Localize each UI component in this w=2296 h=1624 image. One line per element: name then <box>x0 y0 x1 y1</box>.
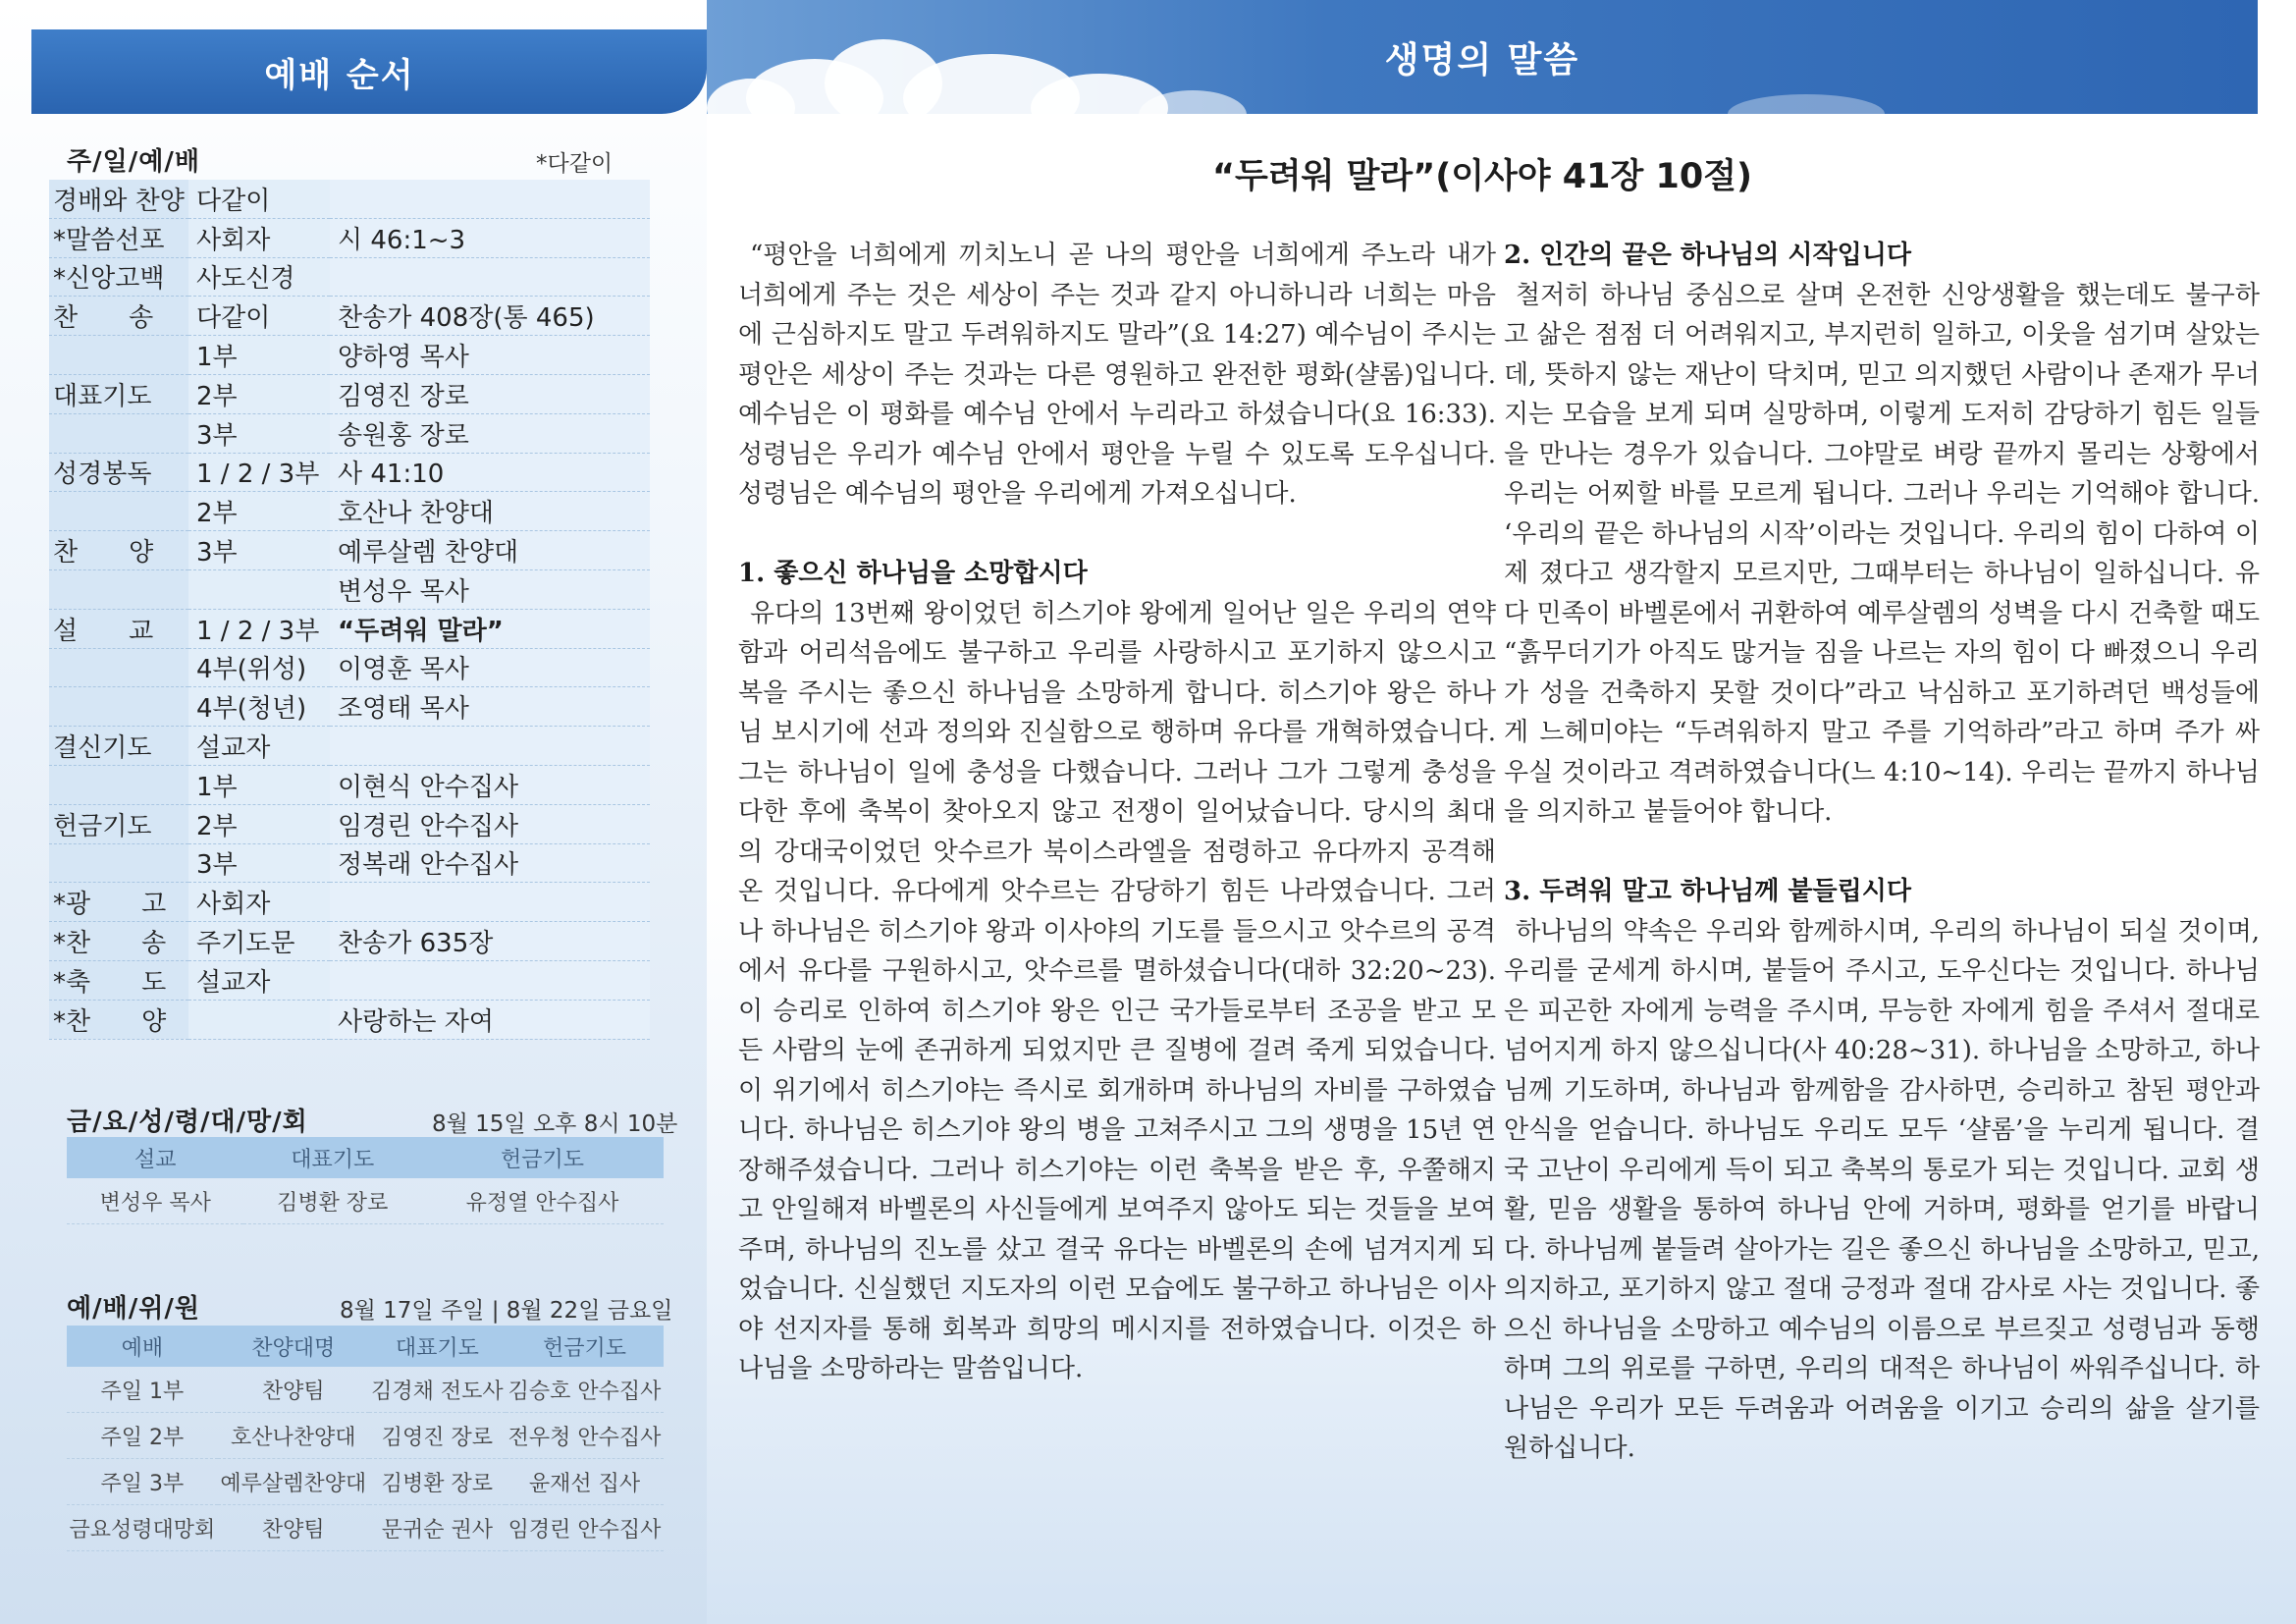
order-cell-c1: 결신기도 <box>49 727 188 766</box>
order-cell-c2: 3부 <box>188 531 330 570</box>
order-cell-c2: 1 / 2 / 3부 <box>188 609 330 648</box>
order-cell-c1: 경배와 찬양 <box>49 180 188 218</box>
committee-cell: 임경린 안수집사 <box>506 1505 664 1551</box>
order-cell-c3: 변성우 목사 <box>330 569 650 609</box>
committee-cell: 찬양팀 <box>218 1367 369 1413</box>
committee-header-cell: 대표기도 <box>369 1326 506 1367</box>
friday-header-cell: 대표기도 <box>243 1137 420 1178</box>
friday-header-cell: 설교 <box>67 1137 243 1178</box>
order-row <box>49 413 650 453</box>
committee-row <box>67 1505 664 1551</box>
order-cell-c1: *찬 양 <box>49 1000 188 1039</box>
order-cell-c1: *신앙고백 <box>49 257 188 297</box>
order-cell-c1 <box>49 413 188 453</box>
order-cell-c2: 1 / 2 / 3부 <box>188 453 330 492</box>
sermon-column-left <box>738 236 1496 1389</box>
order-row <box>49 453 650 492</box>
friday-service-datetime: 8월 15일 오후 8시 10분 <box>432 1111 678 1137</box>
order-cell-c3: 이현식 안수집사 <box>330 765 650 804</box>
order-cell-c3 <box>330 883 650 922</box>
order-row <box>49 804 650 843</box>
order-row <box>49 727 650 766</box>
committee-row <box>67 1367 664 1413</box>
order-cell-c3: 김영진 장로 <box>330 374 650 413</box>
order-row <box>49 569 650 609</box>
order-cell-c3: 송원홍 장로 <box>330 413 650 453</box>
worship-order-header-text: 예배 순서 <box>264 55 415 95</box>
order-row <box>49 180 650 218</box>
friday-service-title: 금/요/성/령/대/망/회 <box>67 1108 308 1137</box>
committee-cell: 김영진 장로 <box>369 1413 506 1459</box>
order-cell-c2: 다같이 <box>188 180 330 218</box>
order-cell-c1 <box>49 492 188 531</box>
order-cell-c2 <box>188 1000 330 1039</box>
committee-cell: 찬양팀 <box>218 1505 369 1551</box>
committee-cell: 전우청 안수집사 <box>506 1413 664 1459</box>
section-1-body: 유다의 13번째 왕이었던 히스기야 왕에게 일어난 일은 우리의 연약함과 어리석음에도 불구하고 우리를 사랑하시고 포기하지 않으시고 복을 주시는 좋으신 하나님을 소망하게 합니다. 히스기야 왕은 하나님 보시기에 선과 정의와 진실함으로 행하며 유다를 개혁하였습니다. 그는 하나님이 일에 충성을 다했습니다. 그러나 그가 그렇게 충성을 다한 후에 축복이 찾아오지 않고 전쟁이 일어났습니다. 당시의 최대의 강대국이었던 앗수르가 북이스라엘을 점령하고 유다까지 공격해 온 것입니다. 유다에게 앗수르는 감당하기 힘든 나라였습니다. 그러나 하나님은 히스기야 왕과 이사야의 기도를 들으시고 앗수르의 공격에서 유다를 구원하시고, 앗수르를 멸하셨습니다(대하 32:20~23). 이 승리로 인하여 히스기야 왕은 인근 국가들로부터 조공을 받고 모든 사람의 눈에 존귀하게 되었지만 큰 질병에 걸려 죽게 되었습니다. 이 위기에서 히스기야는 즉시로 회개하며 하나님의 자비를 구하였습니다. 하나님은 히스기야 왕의 병을 고쳐주시고 그의 생명을 15년 연장해주셨습니다. 그러나 히스기야는 이런 축복을 받은 후, 우쭐해지고 안일해져 바벨론의 사신들에게 보여주지 않아도 되는 것들을 보여주며, 하나님의 진노를 샀고 결국 유다는 바벨론의 손에 넘겨지게 되었습니다. 신실했던 지도자의 이런 모습에도 불구하고 하나님은 이사야 선지자를 통해 회복과 희망의 메시지를 전하였습니다. 이것은 하나님을 소망하라는 말씀입니다. <box>738 598 1496 1383</box>
worship-order-header <box>31 29 707 114</box>
order-cell-c3: 사 41:10 <box>330 453 650 492</box>
order-cell-c2: 사회자 <box>188 883 330 922</box>
order-row <box>49 687 650 727</box>
committee-row <box>67 1413 664 1459</box>
sermon-intro: “평안을 너희에게 끼치노니 곧 나의 평안을 너희에게 주노라 내가 너희에게 주는 것은 세상이 주는 것과 같지 아니하니라 너희는 마음에 근심하지도 말고 두려워하지도 말라”(요 14:27) 예수님이 주시는 평안은 세상이 주는 것과는 다른 영원하고 완전한 평화(샬롬)입니다. 예수님은 이 평화를 예수님 안에서 누리라고 하셨습니다(요 16:33). 성령님은 우리가 예수님 안에서 평안을 누릴 수 있도록 도우십니다. 성령님은 예수님의 평안을 우리에게 가져오십니다. <box>738 241 1496 509</box>
order-cell-c1 <box>49 687 188 727</box>
order-cell-c3: 시 46:1~3 <box>330 218 650 257</box>
friday-cell: 김병환 장로 <box>243 1178 420 1224</box>
order-cell-c2: 설교자 <box>188 727 330 766</box>
order-row <box>49 960 650 1000</box>
committee-cell: 김경채 전도사 <box>369 1367 506 1413</box>
order-cell-c1 <box>49 648 188 687</box>
worship-committee-table <box>67 1326 664 1551</box>
order-cell-c1: *축 도 <box>49 960 188 1000</box>
order-cell-c2: 설교자 <box>188 960 330 1000</box>
committee-cell: 김승호 안수집사 <box>506 1367 664 1413</box>
order-cell-c1: 찬 송 <box>49 297 188 336</box>
order-cell-c2: 1부 <box>188 765 330 804</box>
order-cell-c1: *찬 송 <box>49 922 188 961</box>
sunday-worship-title: 주/일/예/배 <box>67 147 200 177</box>
order-cell-c1 <box>49 843 188 883</box>
section-2-title: 2. 인간의 끝은 하나님의 시작입니다 <box>1504 241 1911 270</box>
sky-banner <box>707 0 2258 114</box>
order-cell-c2: 4부(청년) <box>188 687 330 727</box>
order-cell-c1: *말씀선포 <box>49 218 188 257</box>
section-3-body: 하나님의 약속은 우리와 함께하시며, 우리의 하나님이 되실 것이며, 우리를 굳세게 하시며, 붙들어 주시고, 도우신다는 것입니다. 하나님은 피곤한 자에게 능력을 주시며, 무능한 자에게 힘을 주셔서 절대로 넘어지게 하지 않으십니다(사 40:28~31). 하나님을 소망하고, 하나님께 기도하며, 하나님과 함께함을 감사하면, 승리하고 참된 평안과 안식을 얻습니다. 하나님도 우리도 모두 ‘샬롬’을 누리게 됩니다. 결국 고난이 우리에게 득이 되고 축복의 통로가 되는 것입니다. 교회 생활, 믿음 생활을 통하여 하나님 안에 거하며, 평화를 얻기를 바랍니다. 하나님께 붙들려 살아가는 길은 좋으신 하나님을 소망하고, 믿고, 의지하고, 포기하지 않고 절대 긍정과 절대 감사로 사는 것입니다. 좋으신 하나님을 소망하고 예수님의 이름으로 부르짖고 성령님과 동행하며 그의 위로를 구하면, 우리의 대적은 하나님이 싸워주십니다. 하나님은 우리가 모든 두려움과 어려움을 이기고 승리의 삶을 살기를 원하십니다. <box>1504 916 2260 1463</box>
order-cell-c1 <box>49 336 188 375</box>
order-cell-c3 <box>330 180 650 218</box>
order-cell-c2: 2부 <box>188 804 330 843</box>
order-cell-c2: 사회자 <box>188 218 330 257</box>
together-note: *다같이 <box>536 151 614 177</box>
order-row <box>49 336 650 375</box>
order-cell-c1: 헌금기도 <box>49 804 188 843</box>
order-row <box>49 531 650 570</box>
order-cell-c3 <box>330 727 650 766</box>
order-cell-c2: 2부 <box>188 492 330 531</box>
committee-cell: 호산나찬양대 <box>218 1413 369 1459</box>
worship-order-panel <box>0 0 707 1624</box>
order-row <box>49 765 650 804</box>
order-cell-c3: 정복래 안수집사 <box>330 843 650 883</box>
section-3-title: 3. 두려워 말고 하나님께 붙들립시다 <box>1504 877 1911 906</box>
friday-cell: 변성우 목사 <box>67 1178 243 1224</box>
friday-header-cell: 헌금기도 <box>421 1137 664 1178</box>
sermon-header: 생명의 말씀 <box>1384 39 1580 81</box>
order-cell-c3: “두려워 말라” <box>330 609 650 648</box>
order-cell-c2: 사도신경 <box>188 257 330 297</box>
order-cell-c2 <box>188 569 330 609</box>
order-cell-c3: 조영태 목사 <box>330 687 650 727</box>
order-cell-c3: 양하영 목사 <box>330 336 650 375</box>
sermon-column-right <box>1504 236 2260 1469</box>
order-cell-c1: 대표기도 <box>49 374 188 413</box>
order-cell-c2: 1부 <box>188 336 330 375</box>
order-cell-c3: 임경린 안수집사 <box>330 804 650 843</box>
order-row <box>49 883 650 922</box>
order-cell-c1: 설 교 <box>49 609 188 648</box>
order-cell-c3: 찬송가 408장(통 465) <box>330 297 650 336</box>
committee-header-cell: 헌금기도 <box>506 1326 664 1367</box>
order-row <box>49 374 650 413</box>
order-cell-c2: 2부 <box>188 374 330 413</box>
order-row <box>49 257 650 297</box>
order-cell-c3 <box>330 257 650 297</box>
sermon-panel <box>707 0 2296 1624</box>
worship-order-table <box>49 180 650 1040</box>
worship-committee-title: 예/배/위/원 <box>67 1294 200 1324</box>
order-cell-c2: 다같이 <box>188 297 330 336</box>
committee-cell: 주일 2부 <box>67 1413 218 1459</box>
section-2-body: 철저히 하나님 중심으로 살며 온전한 신앙생활을 했는데도 불구하고 삶은 점점 더 어려워지고, 부지런히 일하고, 이웃을 섬기며 살았는데, 뜻하지 않는 재난이 닥치며, 믿고 의지했던 사람이나 존재가 무너지는 모습을 보게 되며 실망하며, 이렇게 도저히 감당하기 힘든 일들을 만나는 경우가 있습니다. 그야말로 벼랑 끝까지 몰리는 상황에서 우리는 어찌할 바를 모르게 됩니다. 그러나 우리는 기억해야 합니다. ‘우리의 끝은 하나님의 시작’이라는 것입니다. 우리의 힘이 다하여 이제 졌다고 생각할지 모르지만, 그때부터는 하나님이 일하십니다. 유다 민족이 바벨론에서 귀환하여 예루살렘의 성벽을 다시 건축할 때도 “흙무더기가 아직도 많거늘 짐을 나르는 자의 힘이 다 빠졌으니 우리가 성을 건축하지 못할 것이다”라고 낙심하고 포기하려던 백성들에게 느헤미야는 “두려워하지 말고 주를 기억하라”라고 하며 주가 싸우실 것이라고 격려하였습니다(느 4:10~14). 우리는 끝까지 하나님을 의지하고 붙들어야 합니다. <box>1504 280 2260 827</box>
order-cell-c1: 성경봉독 <box>49 453 188 492</box>
friday-cell: 유정열 안수집사 <box>421 1178 664 1224</box>
committee-cell: 주일 3부 <box>67 1459 218 1505</box>
order-row <box>49 218 650 257</box>
committee-cell: 예루살렘찬양대 <box>218 1459 369 1505</box>
committee-cell: 주일 1부 <box>67 1367 218 1413</box>
sermon-title: “두려워 말라”(이사야 41장 10절) <box>1211 157 1753 196</box>
order-row <box>49 843 650 883</box>
committee-cell: 윤재선 집사 <box>506 1459 664 1505</box>
order-cell-c3: 예루살렘 찬양대 <box>330 531 650 570</box>
committee-cell: 문귀순 권사 <box>369 1505 506 1551</box>
order-cell-c2: 4부(위성) <box>188 648 330 687</box>
order-row <box>49 609 650 648</box>
committee-row <box>67 1459 664 1505</box>
order-row <box>49 648 650 687</box>
section-1-title: 1. 좋으신 하나님을 소망합시다 <box>738 559 1088 588</box>
order-cell-c1 <box>49 569 188 609</box>
order-cell-c1: 찬 양 <box>49 531 188 570</box>
order-cell-c1: *광 고 <box>49 883 188 922</box>
committee-header-cell: 예배 <box>67 1326 218 1367</box>
order-row <box>49 1000 650 1039</box>
worship-committee-dates: 8월 17일 주일 | 8월 22일 금요일 <box>340 1298 673 1324</box>
committee-header-cell: 찬양대명 <box>218 1326 369 1367</box>
order-cell-c2: 3부 <box>188 843 330 883</box>
order-cell-c3 <box>330 960 650 1000</box>
committee-cell: 금요성령대망회 <box>67 1505 218 1551</box>
order-cell-c1 <box>49 765 188 804</box>
order-cell-c3: 사랑하는 자여 <box>330 1000 650 1039</box>
order-cell-c3: 이영훈 목사 <box>330 648 650 687</box>
committee-cell: 김병환 장로 <box>369 1459 506 1505</box>
order-cell-c3: 호산나 찬양대 <box>330 492 650 531</box>
order-cell-c2: 3부 <box>188 413 330 453</box>
order-row <box>49 297 650 336</box>
order-row <box>49 922 650 961</box>
order-row <box>49 492 650 531</box>
order-cell-c2: 주기도문 <box>188 922 330 961</box>
friday-service-table <box>67 1137 664 1224</box>
order-cell-c3: 찬송가 635장 <box>330 922 650 961</box>
